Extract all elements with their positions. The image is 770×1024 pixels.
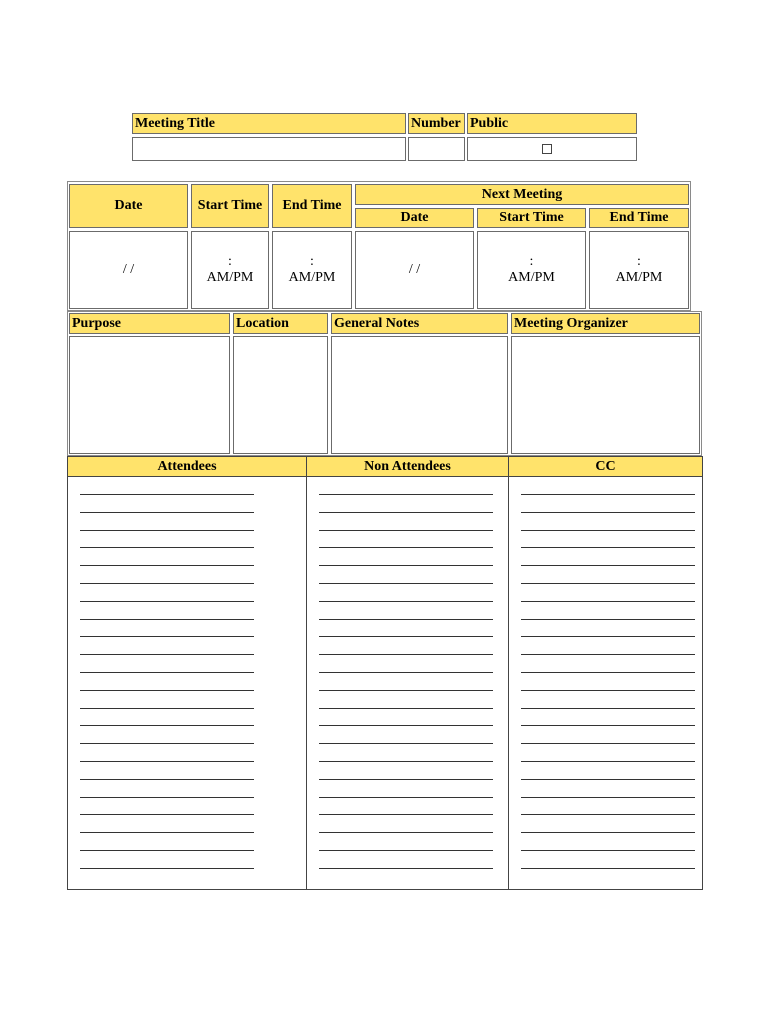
next-start-time-label: Start Time — [499, 210, 564, 225]
cc-line[interactable] — [521, 850, 695, 851]
attendees-line[interactable] — [80, 601, 254, 602]
general-notes-input[interactable] — [331, 336, 508, 454]
attendees-line[interactable] — [80, 654, 254, 655]
people-divider-1 — [306, 456, 307, 890]
number-input[interactable] — [408, 137, 465, 161]
end-time-header — [272, 184, 352, 228]
attendees-label: Attendees — [157, 458, 217, 474]
non-attendees-line[interactable] — [319, 850, 493, 851]
start-time-header — [191, 184, 269, 228]
non-attendees-line[interactable] — [319, 619, 493, 620]
attendees-line[interactable] — [80, 672, 254, 673]
attendees-line[interactable] — [80, 619, 254, 620]
cc-line[interactable] — [521, 708, 695, 709]
public-header — [467, 113, 637, 134]
non-attendees-line[interactable] — [319, 601, 493, 602]
cc-line[interactable] — [521, 725, 695, 726]
end-time-colon: : — [310, 254, 314, 269]
non-attendees-line[interactable] — [319, 547, 493, 548]
non-attendees-line[interactable] — [319, 779, 493, 780]
non-attendees-line[interactable] — [319, 725, 493, 726]
non-attendees-line[interactable] — [319, 494, 493, 495]
cc-line[interactable] — [521, 779, 695, 780]
people-frame — [67, 456, 703, 890]
location-header — [233, 313, 328, 334]
purpose-label: Purpose — [72, 316, 121, 331]
non-attendees-line[interactable] — [319, 530, 493, 531]
attendees-line[interactable] — [80, 690, 254, 691]
non-attendees-header — [307, 457, 508, 477]
purpose-header — [69, 313, 230, 334]
meeting-organizer-header — [511, 313, 700, 334]
non-attendees-line[interactable] — [319, 672, 493, 673]
general-notes-label: General Notes — [334, 316, 420, 331]
next-start-time-input[interactable] — [477, 231, 586, 309]
cc-line[interactable] — [521, 797, 695, 798]
cc-line[interactable] — [521, 832, 695, 833]
attendees-line[interactable] — [80, 583, 254, 584]
start-time-ampm: AM/PM — [206, 270, 254, 285]
location-label: Location — [236, 316, 289, 331]
non-attendees-label: Non Attendees — [364, 458, 451, 474]
cc-line[interactable] — [521, 868, 695, 869]
number-header — [408, 113, 465, 134]
next-date-header — [355, 208, 474, 228]
next-end-time-label: End Time — [609, 210, 669, 225]
attendees-line[interactable] — [80, 494, 254, 495]
cc-line[interactable] — [521, 547, 695, 548]
meeting-title-label: Meeting Title — [135, 116, 215, 131]
cc-line[interactable] — [521, 565, 695, 566]
non-attendees-line[interactable] — [319, 868, 493, 869]
general-notes-header — [331, 313, 508, 334]
next-date-input[interactable] — [355, 231, 474, 309]
non-attendees-line[interactable] — [319, 583, 493, 584]
next-end-time-ampm: AM/PM — [615, 270, 663, 285]
meeting-title-input[interactable] — [132, 137, 406, 161]
non-attendees-line[interactable] — [319, 636, 493, 637]
cc-line[interactable] — [521, 690, 695, 691]
non-attendees-line[interactable] — [319, 814, 493, 815]
attendees-line[interactable] — [80, 814, 254, 815]
non-attendees-line[interactable] — [319, 832, 493, 833]
public-checkbox[interactable] — [542, 144, 552, 154]
attendees-line[interactable] — [80, 761, 254, 762]
next-meeting-header — [355, 184, 689, 205]
next-end-time-input[interactable] — [589, 231, 689, 309]
next-end-time-colon: : — [637, 254, 641, 269]
cc-line[interactable] — [521, 761, 695, 762]
date-value: / / — [122, 262, 135, 277]
cc-line[interactable] — [521, 512, 695, 513]
cc-label: CC — [595, 458, 616, 474]
attendees-line[interactable] — [80, 512, 254, 513]
date-input[interactable] — [69, 231, 188, 309]
non-attendees-line[interactable] — [319, 708, 493, 709]
non-attendees-line[interactable] — [319, 797, 493, 798]
cc-line[interactable] — [521, 494, 695, 495]
non-attendees-line[interactable] — [319, 512, 493, 513]
end-time-ampm: AM/PM — [288, 270, 336, 285]
cc-line[interactable] — [521, 601, 695, 602]
end-time-input[interactable] — [272, 231, 352, 309]
date-header — [69, 184, 188, 228]
attendees-line[interactable] — [80, 530, 254, 531]
people-divider-2 — [508, 456, 509, 890]
meeting-organizer-input[interactable] — [511, 336, 700, 454]
next-start-time-ampm: AM/PM — [508, 270, 555, 285]
meeting-organizer-label: Meeting Organizer — [514, 316, 628, 331]
attendees-line[interactable] — [80, 832, 254, 833]
attendees-line[interactable] — [80, 708, 254, 709]
cc-line[interactable] — [521, 583, 695, 584]
cc-header — [509, 457, 702, 477]
cc-line[interactable] — [521, 530, 695, 531]
number-label: Number — [411, 116, 461, 131]
attendees-line[interactable] — [80, 725, 254, 726]
attendees-line[interactable] — [80, 565, 254, 566]
public-label: Public — [470, 116, 509, 131]
next-date-value: / / — [408, 262, 421, 277]
attendees-line[interactable] — [80, 868, 254, 869]
non-attendees-line[interactable] — [319, 565, 493, 566]
public-cell — [467, 137, 637, 161]
cc-line[interactable] — [521, 672, 695, 673]
date-label: Date — [114, 198, 143, 213]
next-end-time-header — [589, 208, 689, 228]
next-date-label: Date — [400, 210, 429, 225]
attendees-line[interactable] — [80, 636, 254, 637]
non-attendees-line[interactable] — [319, 690, 493, 691]
cc-line[interactable] — [521, 636, 695, 637]
attendees-line[interactable] — [80, 779, 254, 780]
cc-line[interactable] — [521, 654, 695, 655]
attendees-line[interactable] — [80, 743, 254, 744]
start-time-label: Start Time — [197, 198, 263, 213]
start-time-input[interactable] — [191, 231, 269, 309]
attendees-header — [68, 457, 306, 477]
cc-line[interactable] — [521, 814, 695, 815]
meeting-title-header — [132, 113, 406, 134]
non-attendees-line[interactable] — [319, 743, 493, 744]
attendees-line[interactable] — [80, 797, 254, 798]
end-time-label: End Time — [282, 198, 342, 213]
location-input[interactable] — [233, 336, 328, 454]
attendees-line[interactable] — [80, 547, 254, 548]
purpose-input[interactable] — [69, 336, 230, 454]
non-attendees-line[interactable] — [319, 761, 493, 762]
next-start-time-header — [477, 208, 586, 228]
non-attendees-line[interactable] — [319, 654, 493, 655]
next-start-time-colon: : — [529, 254, 534, 269]
cc-line[interactable] — [521, 619, 695, 620]
start-time-colon: : — [228, 254, 232, 269]
cc-line[interactable] — [521, 743, 695, 744]
next-meeting-label: Next Meeting — [481, 186, 563, 202]
attendees-line[interactable] — [80, 850, 254, 851]
